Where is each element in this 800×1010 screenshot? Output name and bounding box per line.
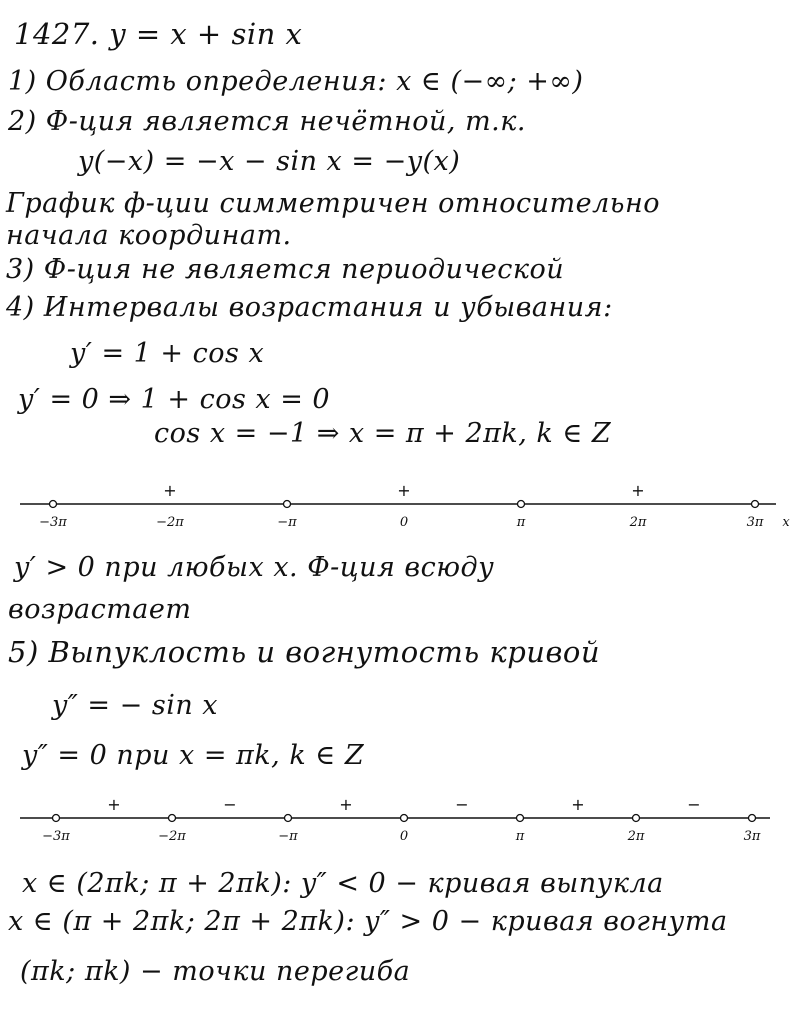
critical-point xyxy=(518,501,525,508)
symmetry-line-2: начала координат. xyxy=(6,220,292,251)
tick-label: π xyxy=(516,515,526,530)
problem-title: 1427. y = x + sin x xyxy=(14,17,303,51)
tick-label: 3π xyxy=(743,829,761,844)
critical-point xyxy=(633,815,640,822)
critical-point xyxy=(749,815,756,822)
sign-label: + xyxy=(163,481,177,500)
first-derivative-zero: y′ = 0 ⇒ 1 + cos x = 0 xyxy=(18,384,331,415)
tick-label: −π xyxy=(278,829,298,844)
monotonic-heading: 4) Интервалы возрастания и убывания: xyxy=(6,292,613,323)
tick-label: π xyxy=(515,829,525,844)
critical-point xyxy=(284,501,291,508)
convex-interval: x ∈ (2πk; π + 2πk): y″ < 0 − кривая выпукла xyxy=(22,868,664,899)
sign-label: − xyxy=(687,795,701,814)
sign-label: + xyxy=(631,481,645,500)
tick-label: 2π xyxy=(627,829,645,844)
inflection-points: (πk; πk) − точки перегиба xyxy=(20,956,411,987)
sign-label: + xyxy=(397,481,411,500)
cos-solution: cos x = −1 ⇒ x = π + 2πk, k ∈ Z xyxy=(154,418,612,449)
axis-label: x xyxy=(782,515,790,530)
tick-label: −2π xyxy=(156,515,184,530)
tick-label: 3π xyxy=(746,515,764,530)
convexity-heading: 5) Выпуклость и вогнутость кривой xyxy=(8,635,600,669)
odd-function-line: 2) Ф-ция является нечётной, т.к. xyxy=(8,106,526,137)
second-derivative: y″ = − sin x xyxy=(52,690,219,721)
second-derivative-sign-axis xyxy=(0,796,800,856)
sign-label: + xyxy=(571,795,585,814)
domain-line: 1) Область определения: x ∈ (−∞; +∞) xyxy=(8,66,584,97)
concave-interval: x ∈ (π + 2πk; 2π + 2πk): y″ > 0 − кривая вогнута xyxy=(8,906,728,937)
conclusion-line-2: возрастает xyxy=(8,594,192,625)
tick-label: 2π xyxy=(629,515,647,530)
tick-label: 0 xyxy=(399,515,409,530)
odd-function-equation: y(−x) = −x − sin x = −y(x) xyxy=(78,146,461,177)
first-derivative-sign-axis xyxy=(0,478,800,538)
critical-point xyxy=(517,815,524,822)
symmetry-line-1: График ф-ции симметричен относительно xyxy=(6,188,661,219)
critical-point xyxy=(50,501,57,508)
periodicity-line: 3) Ф-ция не является периодической xyxy=(6,254,565,285)
tick-label: −2π xyxy=(158,829,186,844)
critical-point xyxy=(53,815,60,822)
second-derivative-zero: y″ = 0 при x = πk, k ∈ Z xyxy=(22,740,365,771)
critical-point xyxy=(169,815,176,822)
tick-label: 0 xyxy=(399,829,409,844)
tick-label: −π xyxy=(277,515,297,530)
critical-point xyxy=(285,815,292,822)
critical-point xyxy=(401,815,408,822)
sign-label: + xyxy=(339,795,353,814)
sign-label: − xyxy=(455,795,469,814)
tick-label: −3π xyxy=(42,829,70,844)
sign-label: + xyxy=(107,795,121,814)
first-derivative: y′ = 1 + cos x xyxy=(70,338,265,369)
critical-point xyxy=(752,501,759,508)
sign-label: − xyxy=(223,795,237,814)
tick-label: −3π xyxy=(39,515,67,530)
conclusion-line-1: y′ > 0 при любых x. Ф-ция всюду xyxy=(14,552,495,583)
